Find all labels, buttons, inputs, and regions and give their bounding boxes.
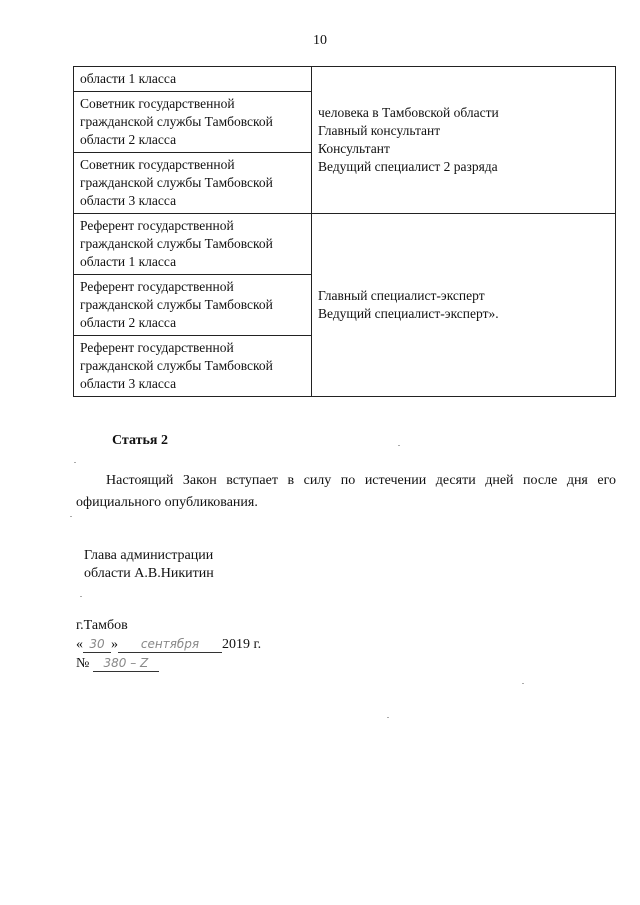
table-cell-left xyxy=(74,336,312,397)
article-body xyxy=(76,470,616,514)
cell-line: гражданской службы Тамбовской xyxy=(80,175,273,190)
date-day: 30 xyxy=(83,637,111,653)
table-row xyxy=(74,67,616,92)
cell-line: гражданской службы Тамбовской xyxy=(80,297,273,312)
positions-table xyxy=(73,66,616,397)
cell-line: Консультант xyxy=(318,141,390,156)
date-month: сентября xyxy=(118,637,222,653)
scan-speck xyxy=(522,683,524,684)
number-line xyxy=(76,654,261,673)
cell-line: Референт государственной xyxy=(80,279,234,294)
cell-line: области 1 класса xyxy=(80,71,177,86)
table-cell-right-group-1 xyxy=(312,67,616,214)
scan-speck xyxy=(70,516,72,517)
place-date-block xyxy=(76,616,261,673)
cell-line: человека в Тамбовской области xyxy=(318,105,499,120)
cell-line: Советник государственной xyxy=(80,157,235,172)
cell-line: Главный специалист-эксперт xyxy=(318,288,485,303)
date-line xyxy=(76,635,261,654)
table-cell-right-group-2 xyxy=(312,214,616,397)
cell-line: Референт государственной xyxy=(80,218,234,233)
document-number: 380 – Z xyxy=(93,656,159,672)
cell-line: Главный консультант xyxy=(318,123,441,138)
scan-speck xyxy=(398,445,400,446)
article-title: Статья 2 xyxy=(112,433,168,448)
page-number: 10 xyxy=(313,33,327,48)
number-prefix: № xyxy=(76,656,90,671)
cell-line: области 3 класса xyxy=(80,193,177,208)
table-cell-left xyxy=(74,214,312,275)
date-year: 2019 г. xyxy=(222,637,262,652)
cell-line: области 2 класса xyxy=(80,132,177,147)
table-cell-left xyxy=(74,275,312,336)
scan-speck xyxy=(74,462,76,463)
cell-line: области 1 класса xyxy=(80,254,177,269)
scan-speck xyxy=(80,596,82,597)
table-cell-left xyxy=(74,92,312,153)
article-text: Настоящий Закон вступает в силу по истечении десяти дней после дня его официального опубликования. xyxy=(76,473,616,510)
cell-line: гражданской службы Тамбовской xyxy=(80,114,273,129)
table-cell-left xyxy=(74,153,312,214)
cell-line: области 3 класса xyxy=(80,376,177,391)
cell-line: Советник государственной xyxy=(80,96,235,111)
city: г.Тамбов xyxy=(76,618,128,633)
cell-line: гражданской службы Тамбовской xyxy=(80,358,273,373)
cell-line: области 2 класса xyxy=(80,315,177,330)
signature-block xyxy=(84,547,214,583)
cell-line: Ведущий специалист 2 разряда xyxy=(318,159,498,174)
table-row xyxy=(74,214,616,275)
cell-line: Референт государственной xyxy=(80,340,234,355)
table-cell-left xyxy=(74,67,312,92)
scan-speck xyxy=(387,717,389,718)
cell-line: гражданской службы Тамбовской xyxy=(80,236,273,251)
date-open-quote: « xyxy=(76,637,83,652)
signature-title: Глава администрации xyxy=(84,548,214,563)
signature-name: области А.В.Никитин xyxy=(84,566,214,581)
date-close-quote: » xyxy=(111,637,118,652)
cell-line: Ведущий специалист-эксперт». xyxy=(318,306,499,321)
